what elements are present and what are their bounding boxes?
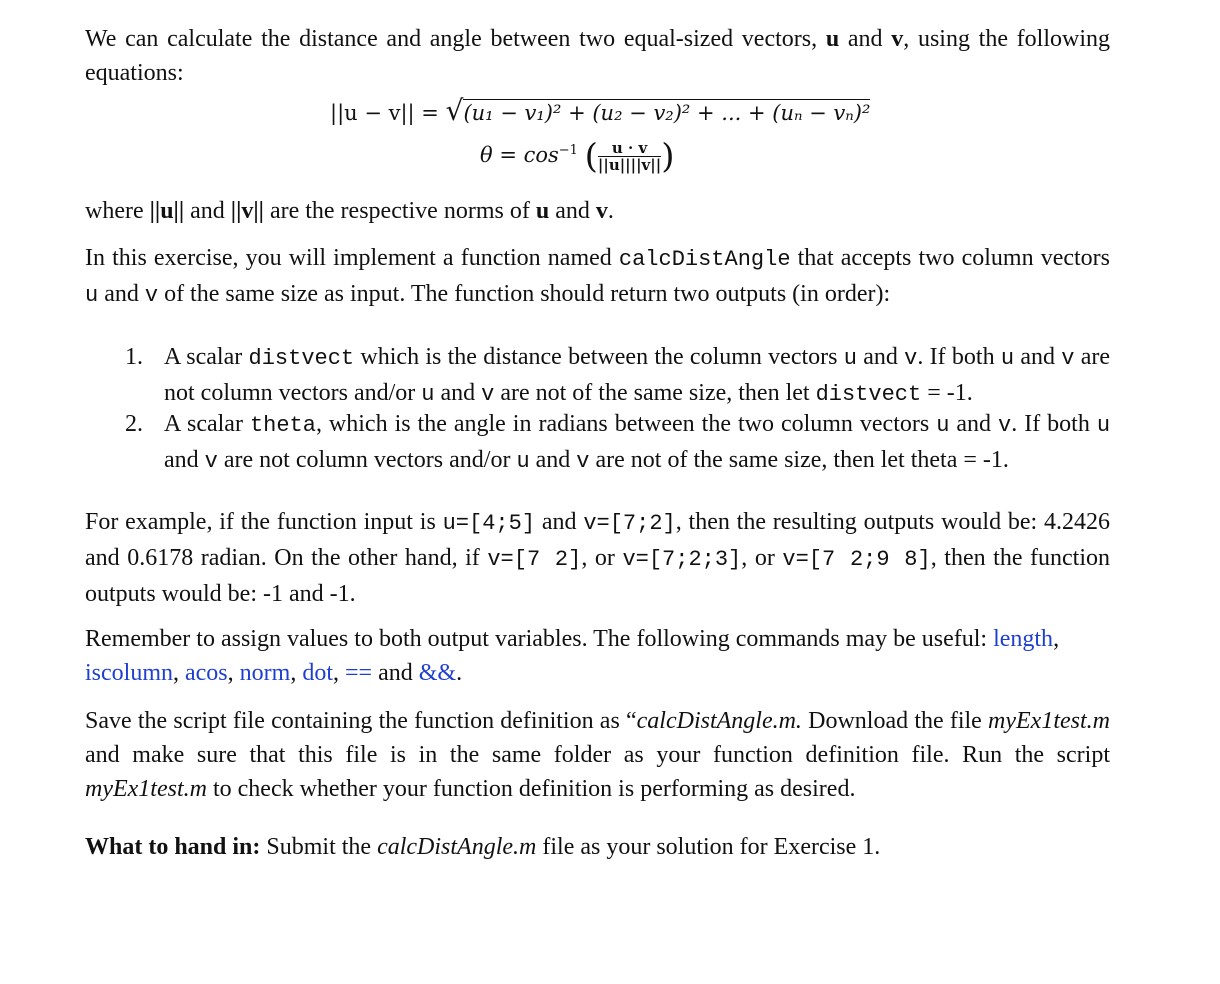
list-item	[85, 340, 1110, 407]
item-text: = -1.	[921, 380, 973, 406]
item-text: and	[434, 380, 482, 406]
vector-u: u	[535, 198, 550, 224]
remember-period: .	[456, 660, 463, 686]
handin-text: Submit the	[260, 834, 378, 860]
where-text-2: are the respective norms of	[263, 198, 536, 224]
list-item	[85, 407, 1110, 479]
vector-u: u	[825, 26, 840, 52]
code-example: v=[7;2]	[583, 511, 676, 536]
item-text: are not of the same size, then let theta = -1.	[589, 447, 1009, 473]
intro-paragraph	[85, 22, 1110, 90]
code-v: v	[1061, 346, 1075, 371]
item-text: , which is the angle in radians between the two column vectors	[315, 411, 937, 437]
angle-equation	[480, 134, 675, 177]
angle-lhs: θ = cos	[480, 143, 559, 167]
vector-v: v	[891, 26, 904, 52]
code-u: u	[936, 413, 950, 438]
intro-text-end: , using the following equations:	[85, 26, 1110, 86]
save-text: Save the script file containing the function definition as “	[85, 708, 637, 734]
example-text: and	[535, 509, 584, 535]
exercise-text: In this exercise, you will implement a function named	[85, 245, 619, 271]
link-and-and[interactable]: &&	[418, 660, 457, 686]
item-text: are not column vectors and/or	[164, 344, 1111, 406]
example-paragraph	[85, 505, 1110, 611]
example-text: , then the function outputs would be: -1 and -1.	[85, 545, 1111, 607]
item-text: and	[529, 447, 577, 473]
intro-and: and	[839, 26, 892, 52]
item-text: A scalar	[164, 344, 249, 370]
exercise-paragraph	[85, 241, 1110, 313]
distance-lhs: ||u − v|| =	[330, 101, 446, 125]
exercise-text-3: of the same size as input. The function should return two outputs (in order):	[158, 281, 891, 307]
item-text: and	[1014, 344, 1062, 370]
item-text: A scalar	[164, 411, 250, 437]
filename: myEx1test.m	[988, 708, 1110, 734]
item-text: and	[164, 447, 205, 473]
output-list	[85, 340, 1110, 479]
handin-text: file as your solution for Exercise 1.	[536, 834, 881, 860]
code-example: v=[7 2;9 8]	[782, 547, 931, 572]
code-u: u	[1096, 413, 1111, 438]
distance-equation	[330, 94, 870, 130]
code-u: u	[843, 346, 857, 371]
angle-fraction	[598, 140, 661, 173]
code-example: v=[7;2;3]	[622, 547, 742, 572]
code-distvect: distvect	[815, 382, 922, 407]
code-example: v=[7 2]	[487, 547, 582, 572]
list-number: 2.	[125, 411, 143, 437]
code-v: v	[904, 346, 918, 371]
code-v: v	[998, 413, 1012, 438]
handin-label: What to hand in:	[85, 834, 261, 860]
code-distvect: distvect	[248, 346, 355, 371]
function-name: calcDistAngle	[618, 247, 791, 272]
fraction-denominator: ||u||||v||	[597, 156, 662, 174]
where-and-2: and	[549, 198, 596, 224]
link-iscolumn[interactable]: iscolumn	[85, 660, 173, 686]
link-dot[interactable]: dot	[302, 660, 333, 686]
save-paragraph	[85, 704, 1110, 806]
save-text: Download the file	[801, 708, 989, 734]
item-text: and	[856, 344, 905, 370]
fraction-numerator: u · v	[598, 140, 661, 157]
vector-v: v	[595, 198, 608, 224]
save-text: and make sure that this file is in the same folder as your function definition file. Run the script	[85, 742, 1110, 768]
left-paren: (	[584, 136, 598, 177]
remember-text: Remember to assign values to both output variables. The following commands may be useful:	[85, 626, 994, 652]
item-text: are not column vectors and/or	[217, 447, 517, 473]
where-text: where	[85, 198, 150, 224]
code-theta: theta	[249, 413, 316, 438]
item-text: . If both	[917, 344, 1001, 370]
code-v: v	[144, 283, 159, 308]
example-text: For example, if the function input is	[85, 509, 443, 535]
exercise-and: and	[98, 281, 145, 307]
item-text: are not of the same size, then let	[494, 380, 816, 406]
code-v: v	[481, 382, 495, 407]
link-norm[interactable]: norm	[239, 660, 291, 686]
norm-v: ||v||	[230, 198, 264, 224]
handin-paragraph	[85, 830, 880, 864]
code-u: u	[85, 283, 99, 308]
where-paragraph	[85, 194, 614, 228]
item-text: . If both	[1011, 411, 1097, 437]
list-number: 1.	[125, 344, 143, 370]
item-text: and	[949, 411, 999, 437]
example-text: , or	[741, 545, 783, 571]
code-u: u	[421, 382, 435, 407]
exercise-text-2: that accepts two column vectors	[790, 245, 1110, 271]
item-text: which is the distance between the column vectors	[354, 344, 844, 370]
code-u: u	[516, 449, 530, 474]
save-text: to check whether your function definition is performing as desired.	[206, 776, 856, 802]
example-text: , then the resulting outputs would be: 4.2426 and 0.6178 radian. On the other hand, if	[85, 509, 1111, 571]
link-length[interactable]: length	[993, 626, 1054, 652]
inverse-exponent: −1	[558, 143, 578, 158]
filename: calcDistAngle.m	[377, 834, 537, 860]
code-v: v	[576, 449, 590, 474]
norm-u: ||u||	[149, 198, 185, 224]
filename: myEx1test.m	[85, 776, 207, 802]
remember-and: and	[372, 660, 419, 686]
remember-paragraph: Remember to assign values to both output variables. The following commands may be useful: length, iscolumn, acos, norm, dot, == and &&.	[85, 626, 1060, 686]
code-example: u=[4;5]	[442, 511, 536, 536]
link-acos[interactable]: acos	[185, 660, 228, 686]
filename: calcDistAngle.m.	[636, 708, 802, 734]
link-equals[interactable]: ==	[345, 660, 373, 686]
where-and: and	[184, 198, 231, 224]
where-period: .	[607, 198, 614, 224]
code-v: v	[204, 449, 218, 474]
intro-text: We can calculate the distance and angle between two equal-sized vectors,	[85, 26, 826, 52]
example-text: , or	[581, 545, 623, 571]
right-paren: )	[661, 136, 675, 177]
code-u: u	[1000, 346, 1015, 371]
sqrt-symbol: √	[445, 94, 464, 127]
distance-rhs: (u₁ − v₁)² + (u₂ − v₂)² + ... + (uₙ − vₙ)²	[463, 101, 871, 125]
